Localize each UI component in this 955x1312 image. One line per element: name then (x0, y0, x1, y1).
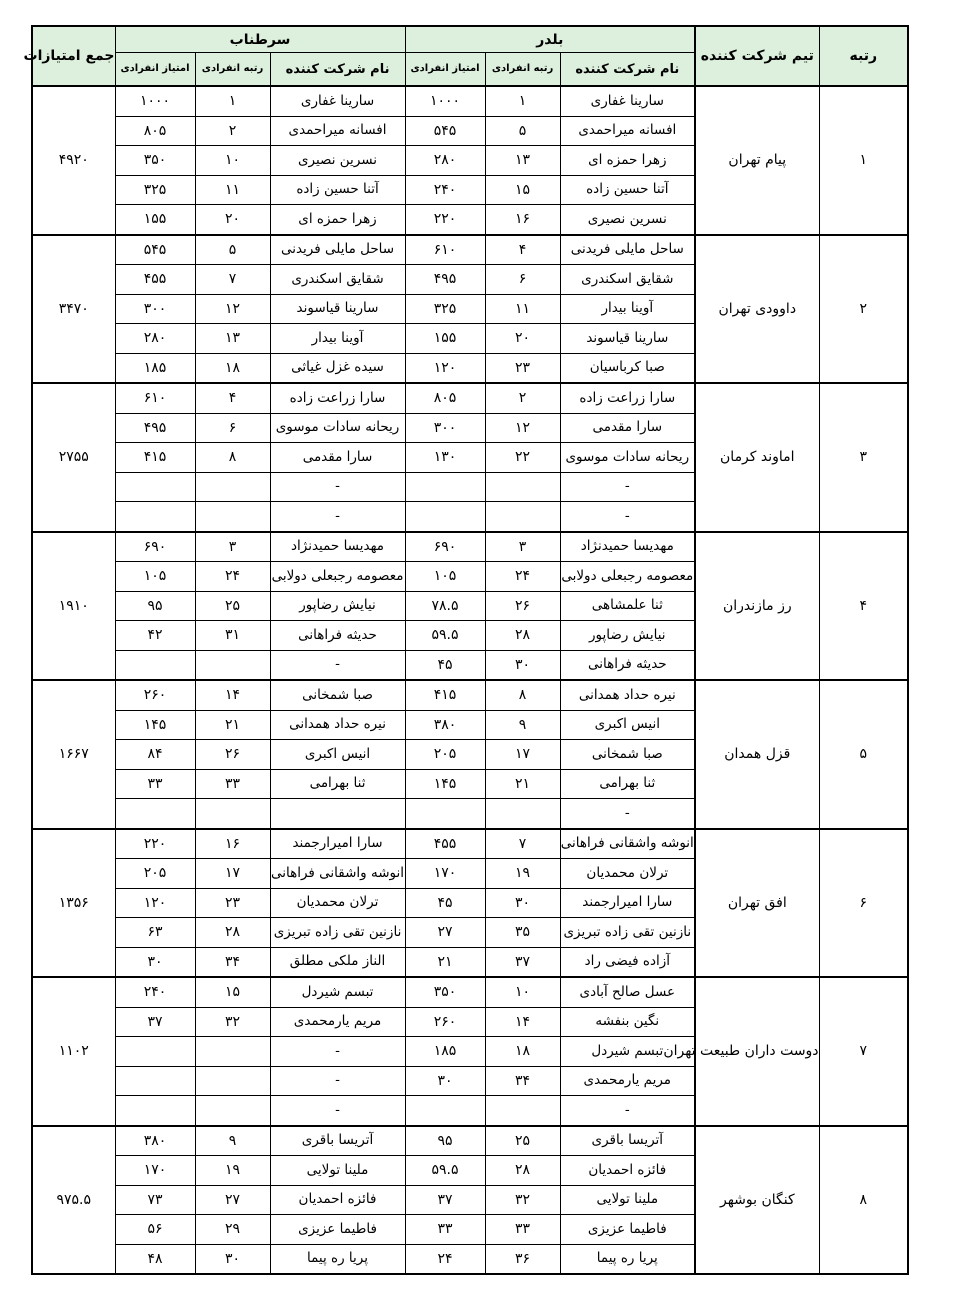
baldar-participant-cell: تبسم شیردل (560, 1037, 695, 1067)
header-sartanab-participant: نام شرکت کننده (270, 53, 405, 87)
sartanab-rank-cell: ۲۹ (195, 1215, 270, 1245)
baldar-score-cell: ۹۵ (405, 1126, 485, 1156)
sartanab-score-cell: ۱۸۵ (115, 353, 195, 383)
header-sartanab: سرطناب (115, 26, 405, 53)
sartanab-score-cell: ۸۴ (115, 740, 195, 770)
baldar-score-cell: ۳۵۰ (405, 977, 485, 1007)
baldar-score-cell: ۶۱۰ (405, 235, 485, 265)
sartanab-participant-cell: تبسم شیردل (270, 977, 405, 1007)
baldar-rank-cell (485, 1096, 560, 1126)
baldar-participant-cell: - (560, 472, 695, 502)
baldar-score-cell: ۳۲۵ (405, 294, 485, 324)
header-total: جمع امتیازات (32, 26, 115, 86)
baldar-score-cell (405, 472, 485, 502)
baldar-score-cell: ۳۰۰ (405, 413, 485, 443)
baldar-score-cell: ۲۸۰ (405, 146, 485, 176)
baldar-rank-cell: ۱۷ (485, 740, 560, 770)
baldar-score-cell: ۳۷ (405, 1185, 485, 1215)
sartanab-participant-cell: شقایق اسکندری (270, 265, 405, 295)
sartanab-participant-cell: - (270, 472, 405, 502)
sartanab-score-cell: ۴۹۵ (115, 413, 195, 443)
sartanab-participant-cell: مریم یارمحمدی (270, 1007, 405, 1037)
baldar-score-cell: ۵۹.۵ (405, 1156, 485, 1186)
sartanab-rank-cell: ۳۱ (195, 621, 270, 651)
table-row (32, 86, 908, 116)
baldar-rank-cell: ۱ (485, 86, 560, 116)
sartanab-participant-cell: حدیثه فراهانی (270, 621, 405, 651)
header-baldar-indiv-rank: رتبه انفرادی (485, 53, 560, 87)
baldar-rank-cell (485, 502, 560, 532)
sartanab-score-cell (115, 472, 195, 502)
baldar-score-cell: ۱۳۰ (405, 443, 485, 473)
baldar-participant-cell: افسانه میراحمدی (560, 116, 695, 146)
baldar-score-cell: ۲۷ (405, 918, 485, 948)
sartanab-rank-cell: ۱۷ (195, 859, 270, 889)
sartanab-score-cell: ۴۸ (115, 1244, 195, 1274)
baldar-participant-cell: شقایق اسکندری (560, 265, 695, 295)
sartanab-participant-cell: نیره حداد همدانی (270, 710, 405, 740)
team-name-cell: اماوند کرمان (695, 383, 819, 532)
sartanab-participant-cell: زهرا حمزه ای (270, 205, 405, 235)
sartanab-score-cell: ۳۳ (115, 769, 195, 799)
sartanab-participant-cell: نیایش رضاپور (270, 591, 405, 621)
baldar-score-cell: ۳۸۰ (405, 710, 485, 740)
sartanab-score-cell: ۴۱۵ (115, 443, 195, 473)
sartanab-score-cell: ۶۹۰ (115, 532, 195, 562)
baldar-rank-cell: ۲۱ (485, 769, 560, 799)
sartanab-rank-cell: ۲۸ (195, 918, 270, 948)
baldar-participant-cell: ساحل مایلی فریدنی (560, 235, 695, 265)
sartanab-score-cell: ۶۱۰ (115, 383, 195, 413)
baldar-rank-cell: ۳۴ (485, 1066, 560, 1096)
baldar-score-cell: ۲۶۰ (405, 1007, 485, 1037)
sartanab-participant-cell: ترلان محمدیان (270, 888, 405, 918)
sartanab-participant-cell: سیده غزل غیاثی (270, 353, 405, 383)
table-row (32, 1126, 908, 1156)
baldar-rank-cell: ۲ (485, 383, 560, 413)
baldar-score-cell: ۱۵۵ (405, 324, 485, 354)
baldar-score-cell (405, 799, 485, 829)
team-name-cell: داوودی تهران (695, 235, 819, 384)
team-total-cell: ۴۹۲۰ (32, 86, 115, 235)
team-name-cell: کنگان بوشهر (695, 1126, 819, 1275)
baldar-participant-cell: ملینا تولایی (560, 1185, 695, 1215)
team-total-cell: ۱۹۱۰ (32, 532, 115, 681)
sartanab-score-cell: ۱۰۰۰ (115, 86, 195, 116)
sartanab-participant-cell: صبا شمخانی (270, 680, 405, 710)
sartanab-score-cell: ۵۶ (115, 1215, 195, 1245)
header-baldar-participant: نام شرکت کننده (560, 53, 695, 87)
sartanab-participant-cell: سارا مقدمی (270, 443, 405, 473)
team-name-cell: دوست داران طبیعت تهران (695, 977, 819, 1126)
table-header (23, 26, 908, 86)
team-total-cell: ۲۷۵۵ (32, 383, 115, 532)
sartanab-score-cell: ۷۳ (115, 1185, 195, 1215)
sartanab-score-cell: ۴۲ (115, 621, 195, 651)
team-total-cell: ۱۶۶۷ (32, 680, 115, 829)
baldar-participant-cell: سارا مقدمی (560, 413, 695, 443)
sartanab-rank-cell: ۳۴ (195, 947, 270, 977)
baldar-rank-cell: ۳۰ (485, 650, 560, 680)
team-rank-cell: ۶ (819, 829, 908, 978)
header-sartanab-indiv-score: امتیاز انفرادی (115, 53, 195, 87)
sartanab-score-cell (115, 502, 195, 532)
baldar-participant-cell: آتنا حسین زاده (560, 175, 695, 205)
baldar-score-cell: ۶۹۰ (405, 532, 485, 562)
sartanab-score-cell: ۱۴۵ (115, 710, 195, 740)
baldar-participant-cell: نیره حداد همدانی (560, 680, 695, 710)
sartanab-score-cell: ۸۰۵ (115, 116, 195, 146)
header-rank: رتبه (819, 26, 908, 86)
baldar-participant-cell: صبا شمخانی (560, 740, 695, 770)
sartanab-rank-cell: ۴ (195, 383, 270, 413)
sartanab-rank-cell: ۳۲ (195, 1007, 270, 1037)
baldar-participant-cell: - (560, 502, 695, 532)
sartanab-score-cell: ۲۲۰ (115, 829, 195, 859)
baldar-participant-cell: فائزه احمدیان (560, 1156, 695, 1186)
sartanab-score-cell: ۳۰۰ (115, 294, 195, 324)
baldar-participant-cell: ریحانه سادات موسوی (560, 443, 695, 473)
baldar-rank-cell: ۲۲ (485, 443, 560, 473)
baldar-score-cell: ۴۱۵ (405, 680, 485, 710)
sartanab-rank-cell: ۲۳ (195, 888, 270, 918)
baldar-rank-cell: ۱۲ (485, 413, 560, 443)
baldar-rank-cell: ۳۲ (485, 1185, 560, 1215)
sartanab-score-cell: ۳۲۵ (115, 175, 195, 205)
sartanab-rank-cell: ۱۵ (195, 977, 270, 1007)
sartanab-score-cell: ۲۸۰ (115, 324, 195, 354)
sartanab-rank-cell: ۲ (195, 116, 270, 146)
baldar-rank-cell: ۲۸ (485, 621, 560, 651)
sartanab-rank-cell: ۱۱ (195, 175, 270, 205)
sartanab-rank-cell: ۹ (195, 1126, 270, 1156)
sartanab-participant-cell: آتریسا باقری (270, 1126, 405, 1156)
sartanab-participant-cell: - (270, 1096, 405, 1126)
baldar-participant-cell: انوشه واشقانی فراهانی (560, 829, 695, 859)
sartanab-score-cell: ۱۷۰ (115, 1156, 195, 1186)
sartanab-score-cell: ۹۵ (115, 591, 195, 621)
baldar-participant-cell: عسل صالح آبادی (560, 977, 695, 1007)
team-total-cell: ۳۴۷۰ (32, 235, 115, 384)
sartanab-score-cell: ۳۸۰ (115, 1126, 195, 1156)
sartanab-rank-cell: ۱۴ (195, 680, 270, 710)
baldar-score-cell: ۴۵ (405, 888, 485, 918)
baldar-score-cell: ۱۰۵ (405, 562, 485, 592)
sartanab-rank-cell: ۳۳ (195, 769, 270, 799)
baldar-rank-cell: ۹ (485, 710, 560, 740)
baldar-score-cell: ۴۵۵ (405, 829, 485, 859)
sartanab-rank-cell: ۲۴ (195, 562, 270, 592)
sartanab-participant-cell: پریا ره پیما (270, 1244, 405, 1274)
sartanab-score-cell: ۵۴۵ (115, 235, 195, 265)
baldar-participant-cell: مریم یارمحمدی (560, 1066, 695, 1096)
baldar-score-cell: ۲۱ (405, 947, 485, 977)
baldar-rank-cell: ۲۴ (485, 562, 560, 592)
baldar-score-cell: ۵۹.۵ (405, 621, 485, 651)
sartanab-rank-cell: ۱۳ (195, 324, 270, 354)
sartanab-rank-cell (195, 472, 270, 502)
sartanab-participant-cell: ملینا تولایی (270, 1156, 405, 1186)
baldar-participant-cell: زهرا حمزه ای (560, 146, 695, 176)
sartanab-participant-cell: آوینا بیدار (270, 324, 405, 354)
baldar-score-cell: ۸۰۵ (405, 383, 485, 413)
sartanab-rank-cell (195, 502, 270, 532)
sartanab-rank-cell: ۱۹ (195, 1156, 270, 1186)
baldar-score-cell (405, 1096, 485, 1126)
baldar-participant-cell: حدیثه فراهانی (560, 650, 695, 680)
baldar-rank-cell: ۶ (485, 265, 560, 295)
sartanab-rank-cell: ۳۰ (195, 1244, 270, 1274)
team-rank-cell: ۱ (819, 86, 908, 235)
sartanab-score-cell: ۳۰ (115, 947, 195, 977)
team-rank-cell: ۴ (819, 532, 908, 681)
header-baldar: بلدر (405, 26, 695, 53)
sartanab-participant-cell: نازنین تقی زاده تبریزی (270, 918, 405, 948)
sartanab-participant-cell: مهدیسا حمیدنژاد (270, 532, 405, 562)
sartanab-rank-cell: ۲۱ (195, 710, 270, 740)
sartanab-participant-cell: افسانه میراحمدی (270, 116, 405, 146)
baldar-rank-cell: ۳۰ (485, 888, 560, 918)
sartanab-score-cell: ۲۶۰ (115, 680, 195, 710)
team-total-cell: ۱۱۰۲ (32, 977, 115, 1126)
baldar-rank-cell: ۲۸ (485, 1156, 560, 1186)
sartanab-score-cell: ۱۵۵ (115, 205, 195, 235)
table-row (32, 235, 908, 265)
table-row (32, 383, 908, 413)
results-table (23, 25, 909, 1275)
table-row (32, 829, 908, 859)
baldar-participant-cell: پریا ره پیما (560, 1244, 695, 1274)
baldar-rank-cell: ۱۹ (485, 859, 560, 889)
sartanab-participant-cell: - (270, 502, 405, 532)
baldar-score-cell: ۱۴۵ (405, 769, 485, 799)
sartanab-score-cell: ۲۴۰ (115, 977, 195, 1007)
sartanab-rank-cell: ۲۶ (195, 740, 270, 770)
sartanab-participant-cell: - (270, 1066, 405, 1096)
header-team: تیم شرکت کننده (695, 26, 819, 86)
baldar-participant-cell: ترلان محمدیان (560, 859, 695, 889)
baldar-score-cell: ۳۰ (405, 1066, 485, 1096)
table-row (32, 532, 908, 562)
sartanab-participant-cell: سارا امیرارجمند (270, 829, 405, 859)
sartanab-participant-cell: انوشه واشقانی فراهانی (270, 859, 405, 889)
baldar-participant-cell: - (560, 799, 695, 829)
baldar-rank-cell: ۲۳ (485, 353, 560, 383)
sartanab-participant-cell: سارینا قیاسوند (270, 294, 405, 324)
baldar-participant-cell: ثنا علمشاهی (560, 591, 695, 621)
sartanab-rank-cell: ۱۰ (195, 146, 270, 176)
team-name-cell: قزل همدان (695, 680, 819, 829)
baldar-participant-cell: آتریسا باقری (560, 1126, 695, 1156)
baldar-rank-cell: ۱۰ (485, 977, 560, 1007)
sartanab-rank-cell (195, 799, 270, 829)
baldar-participant-cell: نیایش رضاپور (560, 621, 695, 651)
baldar-rank-cell: ۸ (485, 680, 560, 710)
sartanab-participant-cell: فائزه احمدیان (270, 1185, 405, 1215)
header-sartanab-indiv-rank: رتبه انفرادی (195, 53, 270, 87)
sartanab-participant-cell: - (270, 1037, 405, 1067)
sartanab-rank-cell: ۵ (195, 235, 270, 265)
sartanab-participant-cell: سارا زراعت زاده (270, 383, 405, 413)
sartanab-score-cell: ۱۰۵ (115, 562, 195, 592)
sartanab-score-cell: ۲۰۵ (115, 859, 195, 889)
baldar-rank-cell: ۳۳ (485, 1215, 560, 1245)
baldar-rank-cell: ۱۸ (485, 1037, 560, 1067)
sartanab-score-cell: ۶۳ (115, 918, 195, 948)
baldar-participant-cell: مهدیسا حمیدنژاد (560, 532, 695, 562)
sartanab-rank-cell (195, 1096, 270, 1126)
baldar-rank-cell: ۱۵ (485, 175, 560, 205)
baldar-rank-cell (485, 799, 560, 829)
baldar-rank-cell: ۲۰ (485, 324, 560, 354)
sartanab-participant-cell: ثنا بهرامی (270, 769, 405, 799)
baldar-participant-cell: معصومه رجبعلی دولابی (560, 562, 695, 592)
baldar-rank-cell: ۷ (485, 829, 560, 859)
team-rank-cell: ۸ (819, 1126, 908, 1275)
sartanab-participant-cell (270, 799, 405, 829)
baldar-rank-cell: ۴ (485, 235, 560, 265)
table-body (32, 86, 908, 1274)
sartanab-rank-cell: ۶ (195, 413, 270, 443)
baldar-participant-cell: ثنا بهرامی (560, 769, 695, 799)
baldar-score-cell: ۱۸۵ (405, 1037, 485, 1067)
baldar-score-cell: ۳۳ (405, 1215, 485, 1245)
sartanab-participant-cell: آتنا حسین زاده (270, 175, 405, 205)
team-rank-cell: ۷ (819, 977, 908, 1126)
baldar-score-cell: ۲۴ (405, 1244, 485, 1274)
baldar-participant-cell: آوینا بیدار (560, 294, 695, 324)
sartanab-rank-cell: ۳ (195, 532, 270, 562)
sartanab-participant-cell: ساحل مایلی فریدنی (270, 235, 405, 265)
sartanab-score-cell: ۳۵۰ (115, 146, 195, 176)
baldar-participant-cell: نازنین تقی زاده تبریزی (560, 918, 695, 948)
sartanab-score-cell: ۴۵۵ (115, 265, 195, 295)
sartanab-participant-cell: معصومه رجبعلی دولابی (270, 562, 405, 592)
team-total-cell: ۱۳۵۶ (32, 829, 115, 978)
baldar-rank-cell: ۳ (485, 532, 560, 562)
team-rank-cell: ۲ (819, 235, 908, 384)
baldar-participant-cell: فاطیما عزیزی (560, 1215, 695, 1245)
baldar-score-cell: ۱۰۰۰ (405, 86, 485, 116)
baldar-rank-cell: ۲۶ (485, 591, 560, 621)
table-row (32, 977, 908, 1007)
sartanab-participant-cell: الناز ملکی مطلق (270, 947, 405, 977)
sartanab-participant-cell: ریحانه سادات موسوی (270, 413, 405, 443)
team-name-cell: رز مازندران (695, 532, 819, 681)
sartanab-rank-cell (195, 1037, 270, 1067)
sartanab-participant-cell: نسرین نصیری (270, 146, 405, 176)
baldar-participant-cell: سارینا غفاری (560, 86, 695, 116)
baldar-participant-cell: نگین بنفشه (560, 1007, 695, 1037)
baldar-score-cell (405, 502, 485, 532)
baldar-participant-cell: نسرین نصیری (560, 205, 695, 235)
sartanab-rank-cell: ۱ (195, 86, 270, 116)
team-rank-cell: ۳ (819, 383, 908, 532)
sartanab-score-cell (115, 799, 195, 829)
baldar-participant-cell: - (560, 1096, 695, 1126)
sartanab-rank-cell: ۱۲ (195, 294, 270, 324)
baldar-rank-cell: ۱۳ (485, 146, 560, 176)
sartanab-participant-cell: - (270, 650, 405, 680)
team-name-cell: افق تهران (695, 829, 819, 978)
sartanab-participant-cell: فاطیما عزیزی (270, 1215, 405, 1245)
sartanab-score-cell (115, 1096, 195, 1126)
baldar-rank-cell: ۲۵ (485, 1126, 560, 1156)
baldar-score-cell: ۱۷۰ (405, 859, 485, 889)
baldar-rank-cell (485, 472, 560, 502)
sartanab-score-cell (115, 1037, 195, 1067)
sartanab-participant-cell: سارینا غفاری (270, 86, 405, 116)
baldar-rank-cell: ۳۷ (485, 947, 560, 977)
sartanab-rank-cell: ۱۸ (195, 353, 270, 383)
sartanab-rank-cell: ۲۷ (195, 1185, 270, 1215)
baldar-score-cell: ۱۲۰ (405, 353, 485, 383)
baldar-rank-cell: ۱۱ (485, 294, 560, 324)
baldar-participant-cell: صبا کرباسیان (560, 353, 695, 383)
sartanab-rank-cell: ۸ (195, 443, 270, 473)
sartanab-participant-cell: انیس اکبری (270, 740, 405, 770)
baldar-rank-cell: ۳۶ (485, 1244, 560, 1274)
sartanab-rank-cell: ۱۶ (195, 829, 270, 859)
team-rank-cell: ۵ (819, 680, 908, 829)
baldar-participant-cell: آزاده فیضی راد (560, 947, 695, 977)
baldar-participant-cell: سارا زراعت زاده (560, 383, 695, 413)
baldar-score-cell: ۷۸.۵ (405, 591, 485, 621)
baldar-rank-cell: ۵ (485, 116, 560, 146)
team-name-cell: پیام تهران (695, 86, 819, 235)
baldar-score-cell: ۴۵ (405, 650, 485, 680)
baldar-rank-cell: ۱۴ (485, 1007, 560, 1037)
team-total-cell: ۹۷۵.۵ (32, 1126, 115, 1275)
sartanab-rank-cell (195, 650, 270, 680)
baldar-participant-cell: سارینا قیاسوند (560, 324, 695, 354)
sartanab-rank-cell: ۷ (195, 265, 270, 295)
table-row (32, 680, 908, 710)
baldar-score-cell: ۲۰۵ (405, 740, 485, 770)
baldar-rank-cell: ۳۵ (485, 918, 560, 948)
sartanab-score-cell: ۳۷ (115, 1007, 195, 1037)
baldar-score-cell: ۲۴۰ (405, 175, 485, 205)
baldar-participant-cell: سارا امیرارجمند (560, 888, 695, 918)
baldar-score-cell: ۴۹۵ (405, 265, 485, 295)
sartanab-rank-cell: ۲۵ (195, 591, 270, 621)
sartanab-rank-cell: ۲۰ (195, 205, 270, 235)
baldar-rank-cell: ۱۶ (485, 205, 560, 235)
baldar-participant-cell: انیس اکبری (560, 710, 695, 740)
sartanab-score-cell (115, 650, 195, 680)
baldar-score-cell: ۵۴۵ (405, 116, 485, 146)
baldar-score-cell: ۲۲۰ (405, 205, 485, 235)
sartanab-score-cell (115, 1066, 195, 1096)
sartanab-rank-cell (195, 1066, 270, 1096)
header-baldar-indiv-score: امتیاز انفرادی (405, 53, 485, 87)
sartanab-score-cell: ۱۲۰ (115, 888, 195, 918)
